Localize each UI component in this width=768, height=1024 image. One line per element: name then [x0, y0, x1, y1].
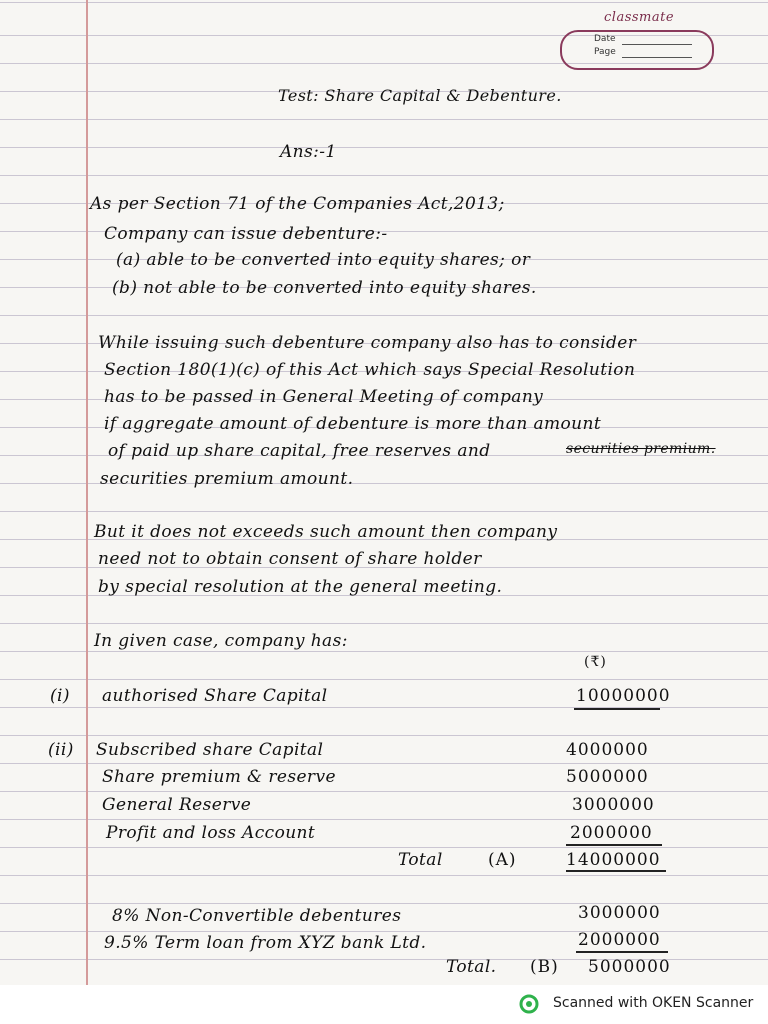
item-value: 2000000	[578, 930, 661, 950]
total-value: 5000000	[588, 957, 671, 977]
struck-text: securities premium.	[566, 441, 716, 457]
underline	[576, 951, 668, 953]
text-line: Company can issue debenture:-	[104, 224, 388, 244]
item-value: 3000000	[578, 903, 661, 923]
total-label: Total.	[446, 957, 497, 977]
currency-label: (₹)	[584, 654, 607, 670]
total-mark: (A)	[488, 850, 517, 870]
text-line: securities premium amount.	[100, 469, 354, 489]
text-line: But it does not exceeds such amount then company	[94, 522, 558, 542]
item-name: Share premium & reserve	[102, 767, 336, 787]
text-line: by special resolution at the general meeting.	[98, 577, 503, 597]
underline	[574, 708, 660, 710]
text-line: While issuing such debenture company also has to consider	[98, 333, 637, 353]
date-line	[622, 44, 692, 45]
text-line: has to be passed in General Meeting of company	[104, 387, 544, 407]
brand-name: classmate	[604, 10, 675, 25]
underline	[566, 870, 666, 872]
item-name: 8% Non-Convertible debentures	[112, 906, 402, 926]
total-label: Total	[398, 850, 443, 870]
item-name: Subscribed share Capital	[96, 740, 324, 760]
item-value: 10000000	[576, 686, 671, 706]
date-label: Date	[594, 34, 616, 44]
item-value: 4000000	[566, 740, 649, 760]
item-value: 5000000	[566, 767, 649, 787]
text-line: if aggregate amount of debenture is more than amount	[104, 414, 602, 434]
answer-label: Ans:-1	[280, 142, 337, 162]
notebook-brand	[560, 8, 715, 68]
text-line: (a) able to be converted into equity shares; or	[116, 250, 531, 270]
total-value: 14000000	[566, 850, 661, 870]
underline	[566, 844, 662, 846]
text-line: (b) not able to be converted into equity shares.	[112, 278, 537, 298]
item-name: General Reserve	[102, 795, 252, 815]
text-line: As per Section 71 of the Companies Act,2013;	[90, 194, 505, 214]
item-value: 2000000	[570, 823, 653, 843]
item-label: (i)	[50, 686, 70, 706]
item-name: Profit and loss Account	[106, 823, 316, 843]
text-line: Section 180(1)(c) of this Act which says Special Resolution	[104, 360, 636, 380]
item-name: 9.5% Term loan from XYZ bank Ltd.	[104, 933, 427, 953]
text-line: of paid up share capital, free reserves and	[108, 441, 491, 461]
item-label: (ii)	[48, 740, 74, 760]
margin-line	[86, 0, 88, 985]
scanner-watermark: Scanned with OKEN Scanner	[553, 995, 754, 1011]
page-label: Page	[594, 47, 616, 57]
scanner-logo-icon	[519, 994, 539, 1014]
item-value: 3000000	[572, 795, 655, 815]
page-line	[622, 57, 692, 58]
total-mark: (B)	[530, 957, 559, 977]
text-line: need not to obtain consent of share holder	[98, 549, 482, 569]
page-title: Test: Share Capital & Debenture.	[278, 86, 562, 105]
brand-badge	[560, 30, 714, 70]
item-name: authorised Share Capital	[102, 686, 328, 706]
given-case-heading: In given case, company has:	[94, 631, 348, 651]
